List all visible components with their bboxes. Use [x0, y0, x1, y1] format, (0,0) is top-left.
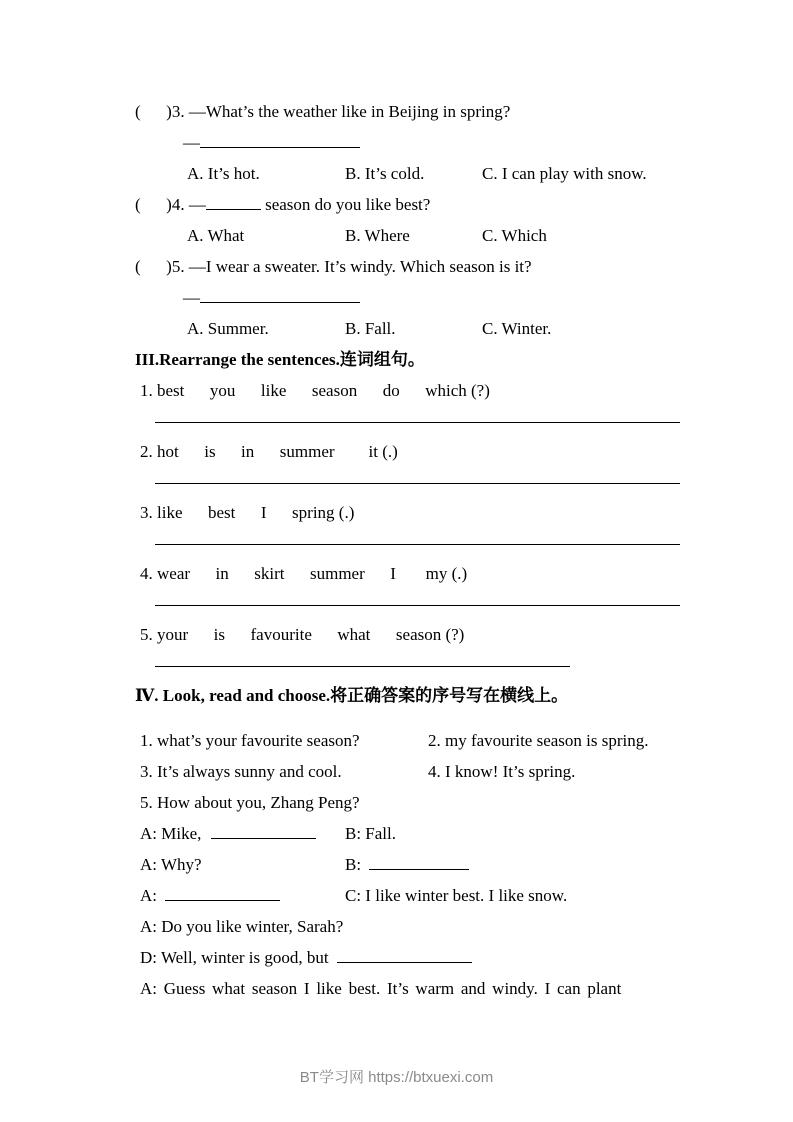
answer-write-line	[155, 650, 570, 667]
dialog-line: A: Do you like winter, Sarah?	[140, 917, 344, 936]
option-c: C. Winter.	[482, 319, 552, 338]
answer-blank	[200, 133, 360, 148]
option-b: B. It’s cold.	[345, 164, 425, 183]
answer-write-line	[155, 589, 680, 606]
dialog-speaker-b: B: Fall.	[345, 824, 397, 843]
question-5-options	[135, 313, 680, 344]
option-a: A. What	[187, 226, 245, 245]
option-c: C. I can play with snow.	[482, 164, 647, 183]
choice-1: 1. what’s your favourite season?	[140, 731, 360, 750]
question-3-stem: ( )3. —What’s the weather like in Beijing in spring?	[135, 102, 511, 121]
answer-blank	[165, 886, 280, 901]
dialog-line	[135, 818, 680, 849]
answer-blank	[211, 824, 316, 839]
rearrange-item	[135, 497, 680, 545]
question-3-answer-line	[135, 127, 680, 158]
option-b: B. Fall.	[345, 319, 396, 338]
footer-text: BT学习网 https://btxuexi.com	[299, 1069, 494, 1086]
dialog-line	[135, 880, 680, 911]
choice-3: 3. It’s always sunny and cool.	[140, 762, 342, 781]
question-3-options	[135, 158, 680, 189]
rearrange-item-text: 5. your is favourite what season (?)	[140, 625, 465, 644]
dialog-text: D: Well, winter is good, but	[140, 948, 329, 967]
dialog-line	[135, 942, 680, 973]
rearrange-item-text: 2. hot is in summer it (.)	[140, 442, 398, 461]
answer-write-line	[155, 406, 680, 423]
em-dash: —	[183, 133, 200, 152]
answer-blank	[206, 195, 261, 210]
option-b: B. Where	[345, 226, 410, 245]
rearrange-item-text: 4. wear in skirt summer I my (.)	[140, 564, 468, 583]
rearrange-item-text: 1. best you like season do which (?)	[140, 381, 490, 400]
choice-4: 4. I know! It’s spring.	[428, 762, 576, 781]
question-4-options	[135, 220, 680, 251]
question-4-stem-pre: ( )4. —	[135, 195, 206, 214]
answer-write-line	[155, 528, 680, 545]
worksheet-content	[135, 96, 680, 1004]
question-4-stem-post: season do you like best?	[260, 195, 431, 214]
dialog-line	[135, 849, 680, 880]
option-a: A. It’s hot.	[187, 164, 260, 183]
dialog-speaker-a	[140, 818, 345, 849]
dialog-speaker-b	[345, 849, 680, 880]
option-a: A. Summer.	[187, 319, 269, 338]
answer-blank	[369, 855, 469, 870]
choices-row	[135, 756, 680, 787]
question-5-stem: ( )5. —I wear a sweater. It’s windy. Which season is it?	[135, 257, 532, 276]
dialog-text: A: Mike,	[140, 824, 202, 843]
rearrange-item	[135, 558, 680, 606]
rearrange-item	[135, 375, 680, 423]
choice-5: 5. How about you, Zhang Peng?	[140, 793, 360, 812]
rearrange-item-text: 3. like best I spring (.)	[140, 503, 355, 522]
answer-blank	[200, 288, 360, 303]
choices-row	[135, 725, 680, 756]
dialog-speaker-a	[140, 880, 345, 911]
dialog-line: A: Guess what season I like best. It’s warm and windy. I can plant	[140, 979, 622, 998]
choice-2: 2. my favourite season is spring.	[428, 731, 649, 750]
question-5-answer-line	[135, 282, 680, 313]
answer-write-line	[155, 467, 680, 484]
answer-blank	[337, 948, 472, 963]
rearrange-item	[135, 436, 680, 484]
dialog-speaker-c: C: I like winter best. I like snow.	[345, 886, 568, 905]
dialog-text: B:	[345, 855, 362, 874]
rearrange-item	[135, 619, 680, 667]
section-4-title: Ⅳ. Look, read and choose.将正确答案的序号写在横线上。	[135, 686, 569, 705]
option-c: C. Which	[482, 226, 547, 245]
em-dash: —	[183, 288, 200, 307]
section-3-title: III.Rearrange the sentences.连词组句。	[135, 350, 425, 369]
dialog-speaker-a: A: Why?	[140, 855, 202, 874]
dialog-text: A:	[140, 886, 157, 905]
question-4-stem	[135, 189, 680, 220]
